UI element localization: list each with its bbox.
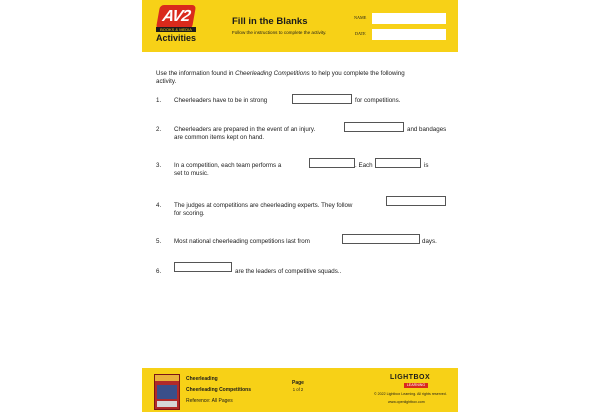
header-band [142, 0, 458, 52]
question-text-part: . Each [355, 162, 373, 169]
footer-reference: Reference: All Pages [186, 398, 233, 404]
date-field[interactable] [372, 29, 446, 40]
question-text-part: Most national cheerleading competitions last from [174, 238, 310, 245]
name-field[interactable] [372, 13, 446, 24]
question-text-part: Cheerleaders have to be in strong [174, 97, 268, 104]
av2-logo-subtext: BOOKS & MEDIA [156, 27, 196, 32]
question-text-part: are the leaders of competitive squads.. [235, 268, 342, 275]
page-indicator [288, 380, 308, 392]
av2-logo-mark: AV2 [156, 5, 196, 29]
name-label: NAME [354, 15, 367, 20]
lightbox-logo: LIGHTBOX [390, 374, 431, 381]
intro-prefix: Use the information found in [156, 70, 236, 77]
answer-blank-1[interactable] [292, 94, 352, 104]
intro-suffix: to help you complete the following activity. [156, 70, 405, 86]
question-number: 2. [156, 126, 162, 133]
question-text-part: are common items kept on hand. [174, 134, 265, 142]
answer-blank-5[interactable] [342, 234, 420, 244]
copyright-text: © 2022 Lightbox Learning. All rights reserved. [374, 392, 447, 396]
answer-blank-6[interactable] [174, 262, 232, 272]
question-number: 5. [156, 238, 162, 245]
question-text-part: for competitions. [355, 97, 401, 104]
question-text-part: and bandages [407, 126, 447, 133]
activities-label: Activities [155, 33, 197, 43]
question-text-part: The judges at competitions are cheerleading experts. They follow [174, 202, 353, 209]
instructions-text [156, 70, 426, 87]
intro-book-title: Cheerleading Competitions [235, 70, 310, 77]
worksheet-page [142, 0, 458, 412]
question-number: 4. [156, 202, 162, 209]
question-text-part: set to music. [174, 170, 209, 178]
answer-blank-4[interactable] [386, 196, 446, 206]
page-number: 1 of 2 [292, 387, 304, 392]
question-text-part: Cheerleaders are prepared in the event of an injury. [174, 126, 316, 133]
question-text-part: In a competition, each team performs a [174, 162, 282, 169]
page-label: Page [292, 380, 304, 386]
answer-blank-2[interactable] [344, 122, 404, 132]
book-cover-thumbnail [154, 374, 180, 410]
worksheet-title: Fill in the Blanks [232, 16, 308, 27]
av2-logo [150, 5, 202, 45]
question-text-part: is [424, 162, 429, 169]
footer-book-title: Cheerleading Competitions [186, 387, 252, 393]
answer-blank-3a[interactable] [309, 158, 355, 168]
website-link[interactable]: www.openlightbox.com [388, 400, 425, 404]
footer-band [142, 368, 458, 412]
question-number: 3. [156, 162, 162, 169]
question-number: 6. [156, 268, 162, 275]
worksheet-subtitle: Follow the instructions to complete the activity. [232, 30, 327, 35]
question-text-part: for scoring. [174, 210, 205, 218]
question-number: 1. [156, 97, 162, 104]
date-label: DATE [355, 31, 366, 36]
question-text-part: days. [422, 238, 437, 245]
answer-blank-3b[interactable] [375, 158, 421, 168]
footer-series: Cheerleading [186, 376, 218, 382]
lightbox-learning-tag: LEARNING [404, 383, 428, 388]
